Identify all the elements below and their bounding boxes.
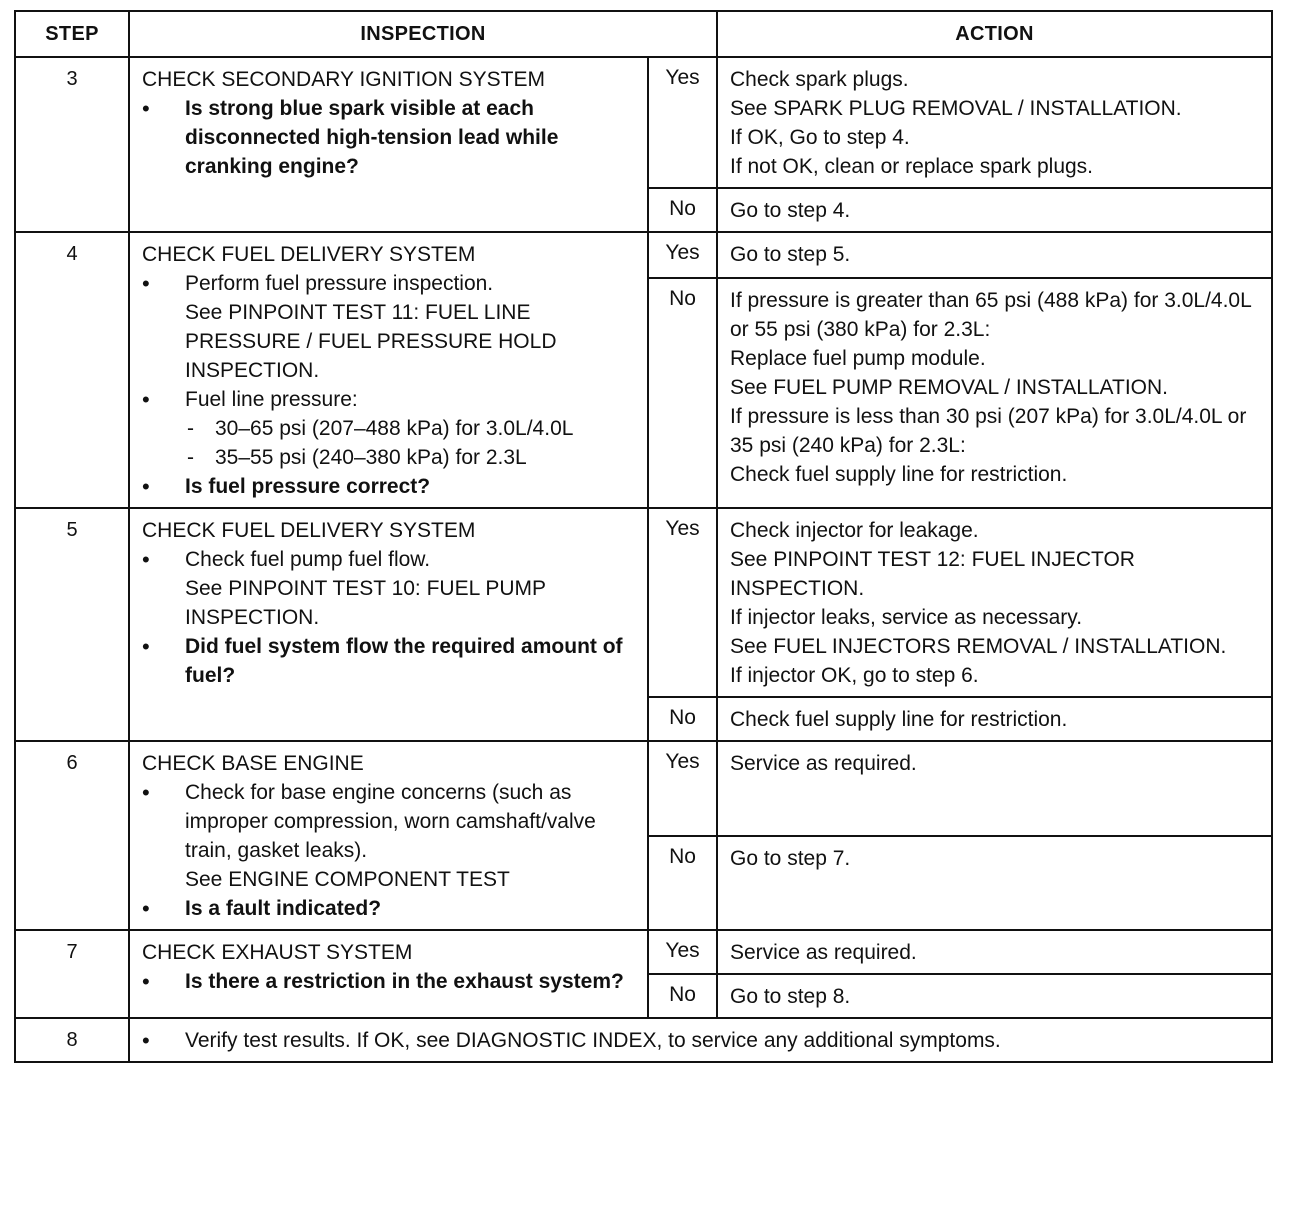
answer-no: No — [648, 278, 717, 508]
bullet-text: Perform fuel pressure inspection. — [185, 272, 494, 295]
action-line: See FUEL INJECTORS REMOVAL / INSTALLATION. — [730, 635, 1227, 658]
action-line: If injector OK, go to step 6. — [730, 664, 979, 687]
action-cell — [717, 697, 1272, 741]
inspection-bullets — [142, 269, 639, 501]
action-cell — [717, 188, 1272, 232]
inspection-bullet — [142, 778, 639, 894]
action-line: Service as required. — [730, 941, 917, 964]
inspection-cell — [129, 508, 648, 741]
answer-no: No — [648, 974, 717, 1018]
answer-no: No — [648, 836, 717, 931]
action-line: Go to step 5. — [730, 243, 851, 266]
step-row-3 — [15, 57, 1272, 188]
step-title: CHECK FUEL DELIVERY SYSTEM — [142, 519, 476, 542]
step-title: CHECK FUEL DELIVERY SYSTEM — [142, 243, 476, 266]
answer-no: No — [648, 188, 717, 232]
action-line: Service as required. — [730, 752, 917, 775]
bullet-text: Check for base engine concerns (such as improper compression, worn camshaft/valve train, gasket leaks). — [185, 781, 596, 862]
pressure-spec: - 30–65 psi (207–488 kPa) for 3.0L/4.0L — [185, 414, 639, 443]
action-cell — [717, 278, 1272, 508]
inspection-cell — [129, 57, 648, 232]
action-line: See SPARK PLUG REMOVAL / INSTALLATION. — [730, 97, 1182, 120]
pressure-spec: - 35–55 psi (240–380 kPa) for 2.3L — [185, 443, 639, 472]
action-cell — [717, 741, 1272, 836]
action-cell — [717, 57, 1272, 188]
bullet-text: Is fuel pressure correct? — [185, 475, 431, 498]
inspection-bullet — [142, 269, 639, 385]
bullet-text: Check fuel pump fuel flow. — [185, 548, 431, 571]
inspection-question — [142, 94, 639, 181]
step-number: 6 — [15, 741, 129, 930]
answer-yes: Yes — [648, 57, 717, 188]
action-line: Go to step 7. — [730, 846, 851, 870]
header-action: ACTION — [717, 11, 1272, 57]
inspection-cell — [129, 232, 648, 508]
answer-no: No — [648, 697, 717, 741]
step-number: 8 — [15, 1018, 129, 1062]
inspection-bullets — [142, 967, 639, 996]
header-row — [15, 11, 1272, 57]
action-cell — [717, 974, 1272, 1018]
step-number: 3 — [15, 57, 129, 232]
inspection-question — [142, 894, 639, 923]
step-title: CHECK BASE ENGINE — [142, 752, 364, 775]
inspection-question — [142, 967, 639, 996]
inspection-bullet — [142, 545, 639, 632]
step-row-4 — [15, 232, 1272, 278]
bullet-text: Is there a restriction in the exhaust system? — [185, 970, 624, 993]
step-number: 7 — [15, 930, 129, 1018]
action-line: See FUEL PUMP REMOVAL / INSTALLATION. — [730, 376, 1169, 400]
action-line: Check spark plugs. — [730, 68, 909, 91]
bullet-reference: See PINPOINT TEST 11: FUEL LINE PRESSURE / FUEL PRESSURE HOLD INSPECTION. — [185, 301, 557, 382]
action-cell — [717, 232, 1272, 278]
action-line: Go to step 8. — [730, 985, 851, 1008]
step-row-7 — [15, 930, 1272, 974]
step-row-6 — [15, 741, 1272, 836]
pressure-spec-list — [185, 414, 639, 472]
step-row-5 — [15, 508, 1272, 697]
action-line: If pressure is greater than 65 psi (488 kPa) for 3.0L/4.0L or 55 psi (380 kPa) for 2.3L: — [730, 289, 1252, 342]
action-line: Check fuel supply line for restriction. — [730, 708, 1068, 731]
diagnostic-table — [14, 10, 1273, 1063]
inspection-bullets — [142, 778, 639, 923]
action-line: Replace fuel pump module. — [730, 347, 986, 371]
action-line: Go to step 4. — [730, 199, 851, 222]
inspection-bullet — [142, 385, 639, 472]
answer-yes: Yes — [648, 741, 717, 836]
inspection-question — [142, 632, 639, 690]
step-number: 5 — [15, 508, 129, 741]
answer-yes: Yes — [648, 930, 717, 974]
inspection-bullets — [142, 94, 639, 181]
answer-yes: Yes — [648, 508, 717, 697]
inspection-cell — [129, 741, 648, 930]
answer-yes: Yes — [648, 232, 717, 278]
bullet-text: Fuel line pressure: — [185, 388, 358, 411]
step-title: CHECK SECONDARY IGNITION SYSTEM — [142, 68, 545, 91]
header-step: STEP — [15, 11, 129, 57]
action-line: If not OK, clean or replace spark plugs. — [730, 155, 1094, 178]
action-line: Check fuel supply line for restriction. — [730, 463, 1068, 487]
inspection-question — [142, 472, 639, 501]
inspection-cell — [129, 930, 648, 1018]
diagnostic-document — [14, 10, 1271, 1193]
bullet-text: Did fuel system flow the required amount of fuel? — [185, 635, 623, 687]
action-cell — [717, 508, 1272, 697]
inspection-bullets — [142, 1026, 1263, 1055]
step-row-8 — [15, 1018, 1272, 1062]
step-number: 4 — [15, 232, 129, 508]
header-inspection: INSPECTION — [129, 11, 717, 57]
step-title: CHECK EXHAUST SYSTEM — [142, 941, 413, 964]
bullet-text: Is strong blue spark visible at each disconnected high-tension lead while cranking engine? — [185, 97, 559, 178]
action-line: See PINPOINT TEST 12: FUEL INJECTOR INSPECTION. — [730, 548, 1135, 600]
action-line: Check injector for leakage. — [730, 519, 979, 542]
inspection-bullets — [142, 545, 639, 690]
action-line: If OK, Go to step 4. — [730, 126, 910, 149]
bullet-reference: See PINPOINT TEST 10: FUEL PUMP INSPECTION. — [185, 577, 546, 629]
bullet-reference: See ENGINE COMPONENT TEST — [185, 868, 510, 891]
inspection-cell — [129, 1018, 1272, 1062]
action-cell — [717, 930, 1272, 974]
action-line: If injector leaks, service as necessary. — [730, 606, 1083, 629]
inspection-bullet — [142, 1026, 1263, 1055]
action-cell — [717, 836, 1272, 931]
action-line: If pressure is less than 30 psi (207 kPa) for 3.0L/4.0L or 35 psi (240 kPa) for 2.3L: — [730, 405, 1247, 458]
bullet-text: Verify test results. If OK, see DIAGNOSTIC INDEX, to service any additional symptoms. — [185, 1029, 1001, 1052]
bullet-text: Is a fault indicated? — [185, 897, 382, 920]
